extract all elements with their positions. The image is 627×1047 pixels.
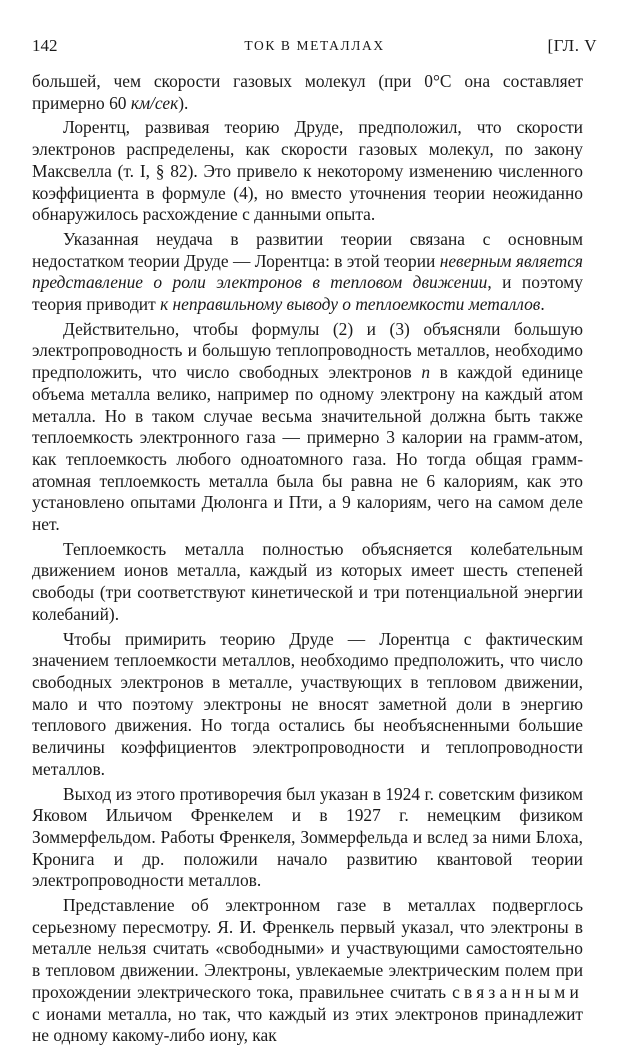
paragraph-failure: [32, 229, 583, 316]
paragraph-continued: [32, 71, 583, 114]
text-run: ).: [178, 92, 189, 113]
paragraph-heat-capacity: Теплоемкость металла полностью объясняется колебательным движением ионов металла, каждый из которых имеет шесть степеней свободы (три соответствуют кинетической и три потенциальной энергии колебаний).: [32, 538, 583, 624]
page-body: [32, 71, 583, 1047]
italic-unit: км/сек: [130, 92, 179, 113]
spaced-emphasis: связанными: [452, 981, 583, 1002]
paragraph-frenkel: Выход из этого противоречия был указан в 1924 г. советским физиком Яковом Ильичом Френкелем и в 1927 г. немецким физиком Зоммерфельдом. Работы Френкеля, Зоммерфельда и вслед за ними Блоха, Кронига и др. положили начало развитию квантовой теории электропроводности металлов.: [32, 783, 583, 891]
chapter-label: [ГЛ. V: [547, 36, 597, 55]
page-number: 142: [32, 36, 58, 55]
paragraph-lorentz: Лорентц, развивая теорию Друде, предположил, что скорости электронов распределены, как скорости газовых молекул, по закону Максвелла (т. I, § 82). Это привело к некоторому изменению численного коэффициента в формуле (4), но вместо уточнения теории неожиданно обнаружилось расхождение с данными опыта.: [32, 117, 583, 225]
italic-variable: n: [421, 362, 431, 383]
paragraph-indeed: [32, 319, 583, 536]
text-run: Представление об электронном газе в металлах подверглось серьезному пересмотру. Я. И. Френкель первый указал, что электроны в металле нельзя считать «свободными» и участвующими самостоятельно в тепловом движении. Электроны, увлекаемые электрическим полем при прохождении электрического тока, правильнее считать: [32, 895, 583, 1002]
running-title: ТОК В МЕТАЛЛАХ: [244, 38, 385, 53]
text-run: с ионами металла, но так, что каждый из этих электронов принадлежит не одному какому-либо иону, как: [32, 1003, 583, 1046]
running-header: [32, 34, 597, 58]
italic-emphasis: неверным является представление о роли электронов в тепловом движении: [32, 250, 584, 293]
text-run: в каждой единице объема металла велико, например по одному электрону на каждый атом металла. Но в таком случае весьма значительной должна быть также теплоемкость электронного газа — примерно 3 калории на грамм-атом, как теплоемкость любого одноатомного газа. Но тогда общая грамм-атомная теплоемкость металла была бы равна не 6 калориям, как это установлено опытами Дюлонга и Пти, а 9 калориям, чего на самом деле нет.: [32, 362, 584, 535]
text-run: Действительно, чтобы формулы (2) и (3) объясняли большую электропроводность и большую теплопроводность металлов, необходимо предположить, что число свободных электронов: [32, 318, 583, 383]
text-run: большей, чем скорости газовых молекул (при 0°С она составляет примерно 60: [32, 71, 583, 113]
italic-emphasis: к неправильному выводу о теплоемкости металлов: [160, 294, 541, 315]
text-run: , и поэтому теория приводит: [32, 272, 583, 315]
text-run: .: [540, 294, 545, 315]
paragraph-revision: [32, 895, 583, 1047]
text-run: Указанная неудача в развитии теории связана с основным недостатком теории Друде — Лорентца: в этой теории: [32, 228, 583, 271]
paragraph-reconcile: Чтобы примирить теорию Друде — Лорентца с фактическим значением теплоемкости металлов, необходимо предположить, что число свободных электронов в металле, участвующих в тепловом движении, мало и что поэтому электроны не вносят заметной доли в энергию теплового движения. Но тогда остались бы необъясненными большие величины коэффициентов электропроводности и теплопроводности металлов.: [32, 628, 583, 779]
